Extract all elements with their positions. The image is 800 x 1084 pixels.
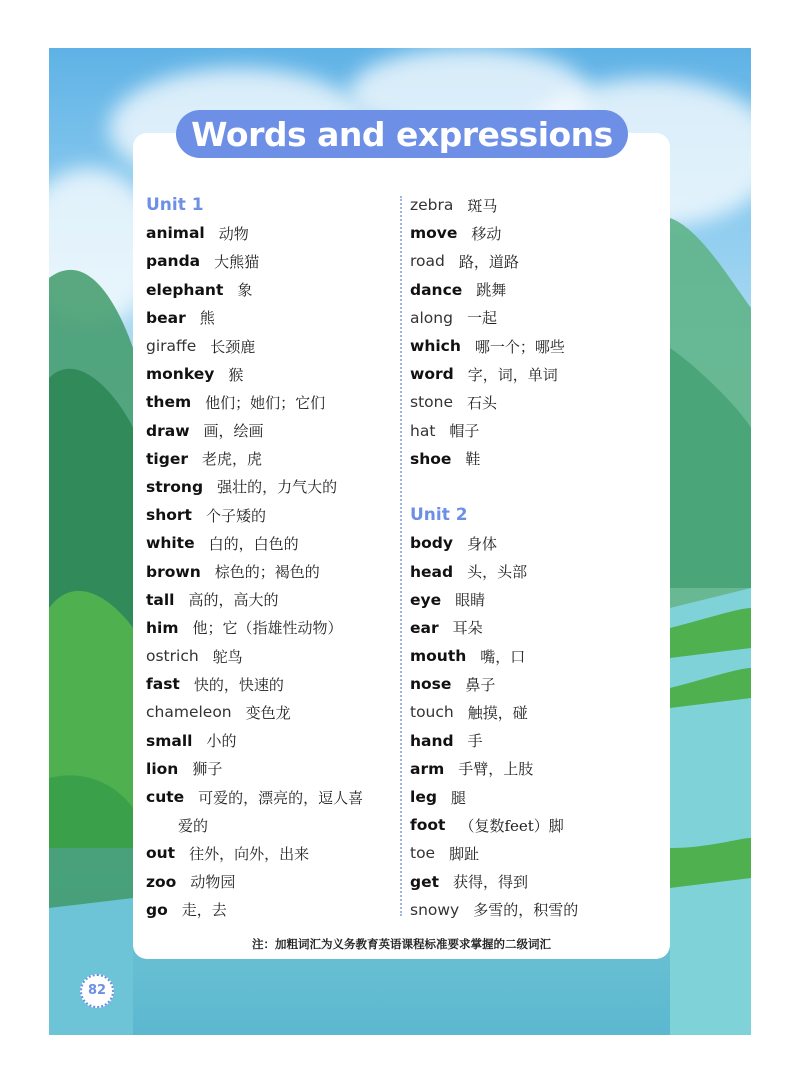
english-word: lion xyxy=(146,759,179,778)
english-word: tall xyxy=(146,590,175,609)
english-word: zebra xyxy=(410,196,454,215)
english-word: animal xyxy=(146,224,205,243)
word-meaning: 大熊猫 xyxy=(214,252,260,271)
english-word: leg xyxy=(410,788,437,807)
word-entry xyxy=(410,698,578,726)
unit-label: Unit 1 xyxy=(146,195,204,216)
english-word: nose xyxy=(410,675,452,694)
word-meaning: 嘴，口 xyxy=(480,647,526,666)
word-entry xyxy=(410,868,578,896)
english-word: shoe xyxy=(410,449,452,468)
english-word: draw xyxy=(146,421,190,440)
word-entry xyxy=(146,783,363,811)
word-entry xyxy=(146,727,363,755)
english-word: monkey xyxy=(146,365,215,384)
english-word: body xyxy=(410,534,453,553)
word-entry xyxy=(410,670,578,698)
word-entry xyxy=(146,529,363,557)
word-meaning: 鼻子 xyxy=(465,675,496,694)
word-meaning: 头，头部 xyxy=(467,563,528,582)
word-meaning: 棕色的；褐色的 xyxy=(214,563,320,582)
word-entry xyxy=(410,388,578,416)
word-meaning: 跳舞 xyxy=(476,281,507,300)
word-entry xyxy=(410,811,578,839)
word-entry xyxy=(410,304,578,332)
unit-heading xyxy=(146,191,363,219)
word-meaning: 石头 xyxy=(467,393,498,412)
unit-label: Unit 2 xyxy=(410,505,468,526)
english-word: giraffe xyxy=(146,337,197,356)
english-word: foot xyxy=(410,816,446,835)
word-meaning: 小的 xyxy=(206,732,237,751)
word-entry xyxy=(146,896,363,924)
word-entry xyxy=(410,586,578,614)
word-meaning: 象 xyxy=(237,281,253,300)
word-meaning: 个子矮的 xyxy=(205,506,266,525)
word-meaning: 变色龙 xyxy=(245,703,291,722)
word-meaning: 帽子 xyxy=(449,422,480,441)
word-meaning: 动物 xyxy=(218,224,249,243)
word-entry xyxy=(410,332,578,360)
word-meaning: 走，去 xyxy=(181,901,227,920)
word-entry xyxy=(146,388,363,416)
word-entry xyxy=(410,276,578,304)
word-entry xyxy=(410,247,578,275)
english-word: zoo xyxy=(146,872,177,891)
word-entry xyxy=(410,417,578,445)
english-word: move xyxy=(410,224,458,243)
english-word: go xyxy=(146,900,168,919)
word-entry xyxy=(146,304,363,332)
word-meaning: （复数feet）脚 xyxy=(459,816,564,835)
word-meaning: 快的，快速的 xyxy=(193,675,284,694)
word-meaning: 强壮的，力气大的 xyxy=(217,478,338,497)
word-meaning: 一起 xyxy=(466,309,497,328)
word-meaning: 可爱的，漂亮的，逗人喜 xyxy=(198,788,364,807)
english-word: panda xyxy=(146,252,201,271)
english-word: tiger xyxy=(146,449,188,468)
word-entry xyxy=(146,670,363,698)
english-word: him xyxy=(146,618,179,637)
title-banner xyxy=(176,110,628,158)
word-entry xyxy=(146,839,363,867)
word-meaning: 脚趾 xyxy=(449,844,480,863)
word-meaning: 长颈鹿 xyxy=(210,337,256,356)
english-word: fast xyxy=(146,675,180,694)
word-meaning: 他们；她们；它们 xyxy=(205,393,326,412)
english-word: small xyxy=(146,731,193,750)
word-meaning: 动物园 xyxy=(190,873,236,892)
english-word: toe xyxy=(410,844,436,863)
english-word: which xyxy=(410,337,461,356)
word-meaning: 熊 xyxy=(199,309,215,328)
word-meaning: 移动 xyxy=(471,224,502,243)
column-divider xyxy=(400,196,402,916)
english-word: get xyxy=(410,872,440,891)
word-entry xyxy=(146,247,363,275)
word-entry xyxy=(410,839,578,867)
word-entry xyxy=(146,501,363,529)
english-word: mouth xyxy=(410,647,467,666)
word-meaning: 猴 xyxy=(228,365,244,384)
word-entry xyxy=(146,557,363,585)
english-word: cute xyxy=(146,788,185,807)
word-meaning: 老虎，虎 xyxy=(201,450,262,469)
english-word: hat xyxy=(410,421,436,440)
word-meaning: 眼睛 xyxy=(455,591,486,610)
word-entry xyxy=(410,557,578,585)
word-entry xyxy=(410,642,578,670)
word-entry xyxy=(410,727,578,755)
word-meaning: 画，绘画 xyxy=(203,422,264,441)
word-entry xyxy=(146,586,363,614)
word-entry xyxy=(146,360,363,388)
page-title: Words and expressions xyxy=(191,114,613,154)
word-entry xyxy=(146,868,363,896)
word-meaning: 字，词，单词 xyxy=(467,365,558,384)
word-entry xyxy=(146,417,363,445)
word-entry xyxy=(410,783,578,811)
english-word: ear xyxy=(410,618,439,637)
english-word: bear xyxy=(146,308,186,327)
word-meaning: 手 xyxy=(467,732,483,751)
word-meaning: 狮子 xyxy=(192,760,223,779)
english-word: short xyxy=(146,506,192,525)
word-entry xyxy=(410,219,578,247)
word-entry xyxy=(146,219,363,247)
word-meaning: 往外，向外，出来 xyxy=(189,844,310,863)
english-word: white xyxy=(146,534,195,553)
word-meaning: 手臂，上肢 xyxy=(458,760,534,779)
word-meaning: 哪一个；哪些 xyxy=(474,337,565,356)
word-entry xyxy=(410,755,578,783)
word-entry xyxy=(146,332,363,360)
word-entry xyxy=(146,445,363,473)
english-word: dance xyxy=(410,280,463,299)
footnote: 注：加粗词汇为义务教育英语课程标准要求掌握的二级词汇 xyxy=(252,937,551,951)
word-meaning: 获得，得到 xyxy=(453,873,529,892)
word-entry xyxy=(146,614,363,642)
word-meaning: 他；它（指雄性动物） xyxy=(192,619,343,638)
word-meaning: 高的，高大的 xyxy=(188,591,279,610)
word-entry xyxy=(410,614,578,642)
word-entry-continuation xyxy=(146,811,363,839)
english-word: them xyxy=(146,393,192,412)
english-word: snowy xyxy=(410,900,460,919)
english-word: chameleon xyxy=(146,703,232,722)
word-meaning: 鞋 xyxy=(465,450,481,469)
word-entry xyxy=(410,191,578,219)
english-word: head xyxy=(410,562,454,581)
unit-heading xyxy=(410,501,578,529)
word-meaning: 白的，白色的 xyxy=(208,534,299,553)
word-entry xyxy=(410,445,578,473)
english-word: brown xyxy=(146,562,201,581)
page-number-badge xyxy=(80,974,114,1008)
word-meaning: 腿 xyxy=(450,788,466,807)
left-word-list xyxy=(146,191,363,924)
word-meaning: 斑马 xyxy=(467,196,498,215)
word-meaning: 耳朵 xyxy=(452,619,483,638)
word-entry xyxy=(146,698,363,726)
word-entry xyxy=(146,276,363,304)
english-word: ostrich xyxy=(146,647,199,666)
word-meaning: 鸵鸟 xyxy=(212,647,243,666)
english-word: along xyxy=(410,308,453,327)
word-entry xyxy=(146,755,363,783)
english-word: stone xyxy=(410,393,453,412)
word-entry xyxy=(410,896,578,924)
page-number: 82 xyxy=(87,983,107,998)
word-entry xyxy=(410,360,578,388)
spacer xyxy=(410,473,578,501)
english-word: arm xyxy=(410,759,445,778)
english-word: eye xyxy=(410,590,442,609)
word-entry xyxy=(146,642,363,670)
right-word-list xyxy=(410,191,578,924)
english-word: out xyxy=(146,844,176,863)
word-meaning: 多雪的，积雪的 xyxy=(473,901,579,920)
word-meaning: 身体 xyxy=(466,534,497,553)
english-word: touch xyxy=(410,703,454,722)
english-word: hand xyxy=(410,731,454,750)
word-entry xyxy=(410,529,578,557)
word-meaning: 触摸，碰 xyxy=(467,703,528,722)
english-word: word xyxy=(410,365,454,384)
word-meaning: 爱的 xyxy=(178,816,209,835)
english-word: road xyxy=(410,252,445,271)
word-meaning: 路，道路 xyxy=(458,252,519,271)
word-entry xyxy=(146,473,363,501)
english-word: strong xyxy=(146,477,204,496)
english-word: elephant xyxy=(146,280,224,299)
